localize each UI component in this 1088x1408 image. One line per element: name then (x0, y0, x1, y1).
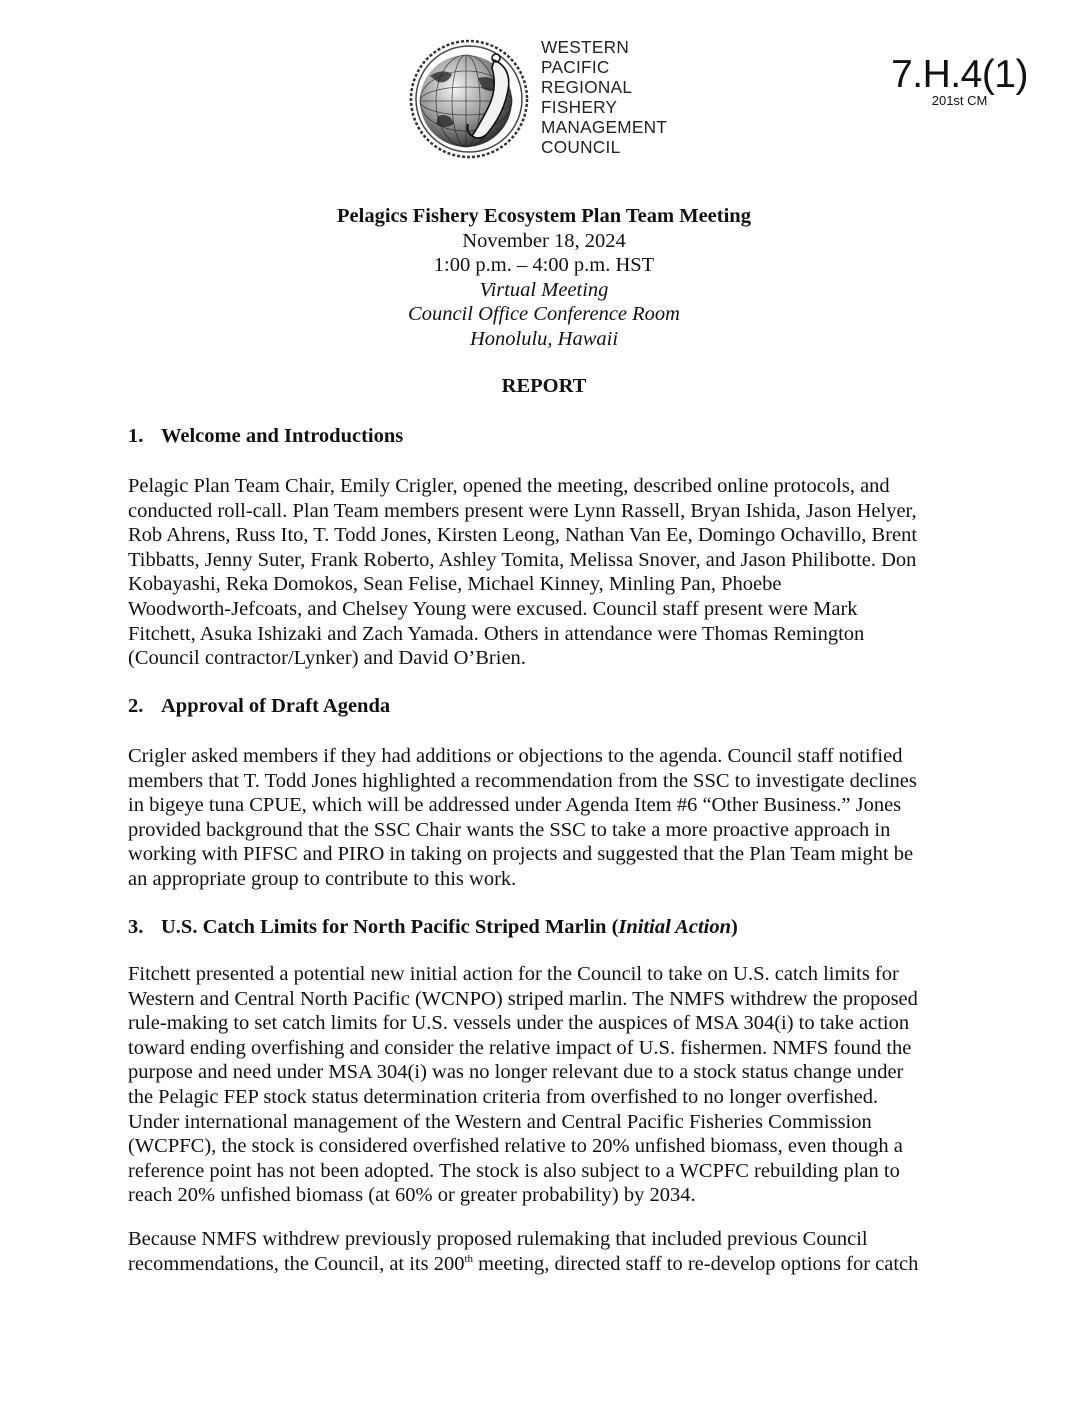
report-heading: REPORT (501, 375, 587, 397)
org-name-line: PACIFIC (541, 57, 610, 78)
text-line: Western and Central North Pacific (WCNPO) striped marlin. The NMFS withdrew the proposed (128, 987, 918, 1010)
text-line: (Council contractor/Lynker) and David O’Brien. (128, 647, 526, 670)
text-line: (WCPFC), the stock is considered overfished relative to 20% unfished biomass, even though a (128, 1135, 903, 1158)
meeting-time: 1:00 p.m. – 4:00 p.m. HST (433, 254, 655, 276)
section-number: 2. (128, 695, 144, 717)
text-line: an appropriate group to contribute to this work. (128, 867, 517, 890)
ordinal-suffix: th (464, 1252, 474, 1265)
section-heading-striped-marlin (128, 916, 738, 939)
section-heading-agenda (128, 695, 390, 718)
text-line: Pelagic Plan Team Chair, Emily Crigler, opened the meeting, described online protocols, and (128, 475, 890, 497)
text-line: toward ending overfishing and consider the relative impact of U.S. fishermen. NMFS found the (128, 1036, 912, 1059)
text-line: reference point has not been adopted. The stock is also subject to a WCPFC rebuilding plan to (128, 1159, 900, 1182)
section-title-action-type: Initial Action (618, 916, 731, 938)
organization-name (541, 37, 667, 158)
text-segment: meeting, directed staff to re-develop options for catch (473, 1252, 919, 1275)
text-line: working with PIFSC and PIRO in taking on projects and suggested that the Plan Team might be (128, 843, 914, 866)
meeting-venue: Council Office Conference Room (408, 303, 680, 325)
text-line: in bigeye tuna CPUE, which will be addressed under Agenda Item #6 “Other Business.” Jones (128, 794, 902, 817)
text-line: Tibbatts, Jenny Suter, Frank Roberto, Ashley Tomita, Melissa Snover, and Jason Philibotte. Don (128, 548, 917, 571)
paragraph-agenda (128, 744, 956, 892)
section-number: 3. (128, 916, 144, 938)
meeting-format: Virtual Meeting (479, 278, 609, 301)
org-name-line: MANAGEMENT (541, 117, 668, 138)
agenda-item-code: 7.H.4(1) (891, 53, 1028, 96)
meeting-header (0, 204, 1088, 351)
text-line: Kobayashi, Reka Domokos, Sean Felise, Michael Kinney, Minling Pan, Phoebe (128, 573, 782, 596)
council-seal-logo (408, 38, 530, 160)
meeting-location: Honolulu, Hawaii (469, 327, 619, 350)
section-title: Welcome and Introductions (161, 425, 404, 447)
meeting-date: November 18, 2024 (462, 229, 626, 252)
section-heading-welcome (128, 425, 403, 448)
text-line: reach 20% unfished biomass (at 60% or greater probability) by 2034. (128, 1184, 696, 1207)
text-line: Under international management of the Western and Central Pacific Fisheries Commission (128, 1110, 872, 1133)
org-name-line: WESTERN (541, 37, 630, 57)
text-line: Because NMFS withdrew previously proposed rulemaking that included previous Council (128, 1228, 868, 1250)
text-line: rule-making to set catch limits for U.S. vessels under the auspices of MSA 304(i) to take action (128, 1012, 910, 1035)
org-name-line: FISHERY (541, 97, 618, 118)
section-title: Approval of Draft Agenda (161, 695, 391, 717)
section-number: 1. (128, 425, 144, 447)
text-line: conducted roll-call. Plan Team members present were Lynn Rassell, Bryan Ishida, Jason Helyer, (128, 499, 917, 522)
org-name-line: REGIONAL (541, 77, 633, 98)
text-line: purpose and need under MSA 304(i) was no longer relevant due to a stock status change under (128, 1061, 904, 1084)
text-line: Crigler asked members if they had additions or objections to the agenda. Council staff notified (128, 745, 903, 767)
text-line: members that T. Todd Jones highlighted a recommendation from the SSC to investigate declines (128, 769, 917, 792)
text-line: Woodworth-Jefcoats, and Chelsey Young were excused. Council staff present were Mark (128, 597, 858, 620)
text-line: Fitchett presented a potential new initial action for the Council to take on U.S. catch limits for (128, 963, 899, 985)
text-segment: recommendations, the Council, at its 200 (128, 1252, 465, 1275)
paragraph-striped-marlin-2 (128, 1227, 956, 1276)
meeting-title: Pelagics Fishery Ecosystem Plan Team Meeting (337, 205, 751, 227)
paragraph-striped-marlin-1 (128, 962, 956, 1208)
text-line: Fitchett, Asuka Ishizaki and Zach Yamada. Others in attendance were Thomas Remington (128, 622, 865, 645)
document-reference (891, 55, 1028, 107)
text-line: the Pelagic FEP stock status determination criteria from overfished to no longer overfished. (128, 1085, 879, 1108)
org-name-line: COUNCIL (541, 137, 621, 158)
paragraph-welcome (128, 474, 956, 671)
section-title-suffix: ) (731, 916, 738, 938)
council-meeting-number: 201st CM (931, 93, 988, 108)
text-line: provided background that the SSC Chair wants the SSC to take a more proactive approach in (128, 818, 891, 841)
section-title: U.S. Catch Limits for North Pacific Striped Marlin ( (161, 916, 619, 938)
text-line: Rob Ahrens, Russ Ito, T. Todd Jones, Kirsten Leong, Nathan Van Ee, Domingo Ochavillo, Brent (128, 524, 918, 547)
text-line (128, 1252, 956, 1277)
